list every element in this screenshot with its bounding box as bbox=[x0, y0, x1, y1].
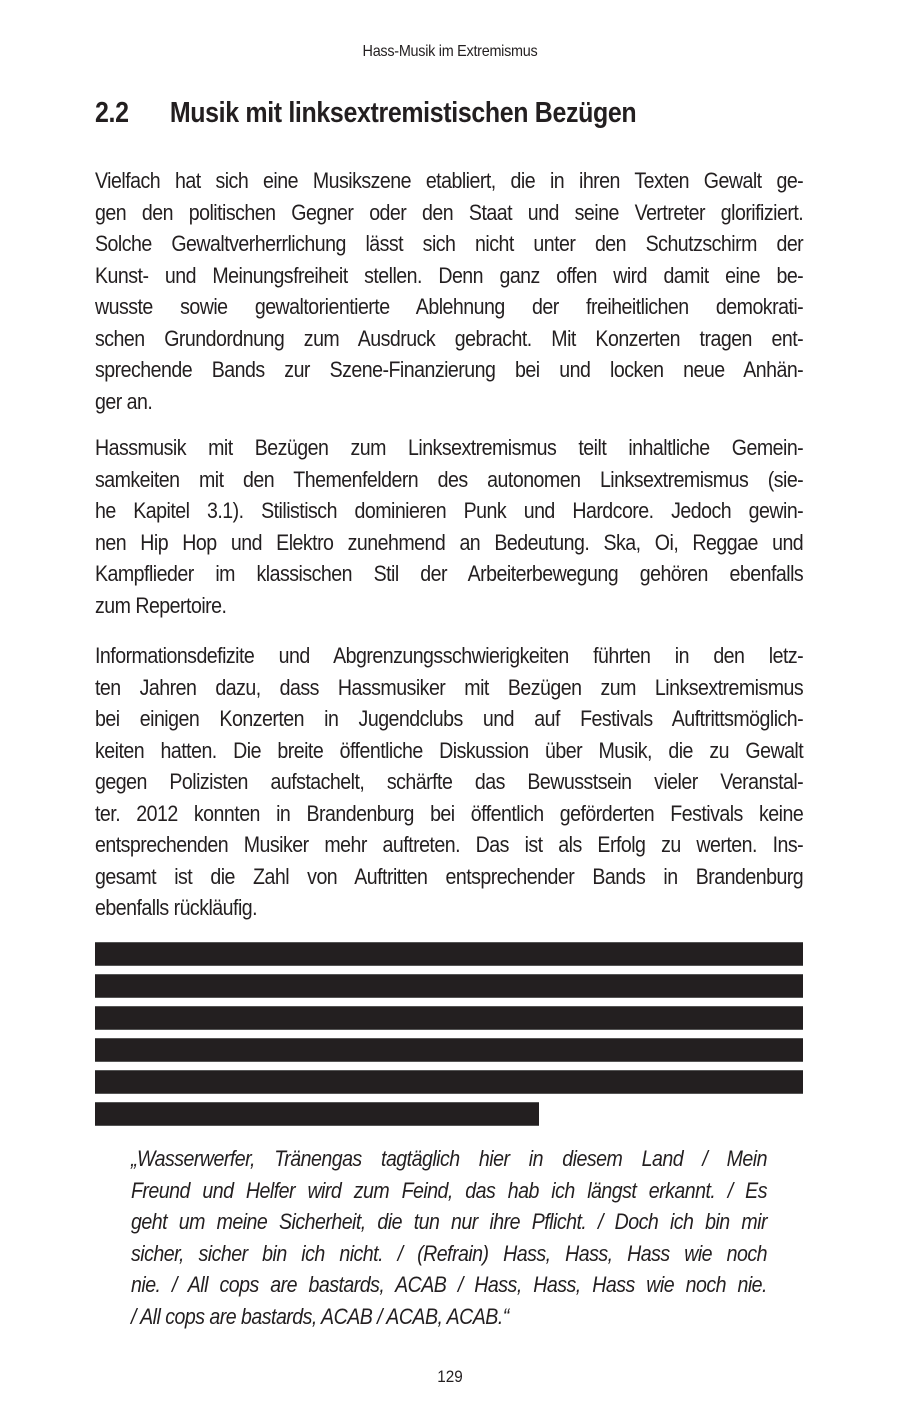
redaction-bar bbox=[95, 1070, 803, 1094]
paragraph-1 bbox=[95, 165, 803, 417]
text-line: entsprechenden Musiker mehr auftreten. Das ist als Erfolg zu werten. Ins- bbox=[95, 832, 804, 857]
text-line: schen Grundordnung zum Ausdruck gebracht. Mit Konzerten tragen ent- bbox=[95, 325, 804, 351]
redaction-bar bbox=[95, 1006, 803, 1030]
redaction-bar bbox=[95, 1102, 539, 1126]
lyrics-quote bbox=[131, 1143, 767, 1332]
running-head: Hass-Musik im Extremismus bbox=[362, 43, 538, 60]
text-line: Informationsdefizite und Abgrenzungsschwierigkeiten führten in den letz- bbox=[95, 643, 804, 668]
text-line: gesamt ist die Zahl von Auftritten entsprechender Bands in Brandenburg bbox=[95, 863, 804, 889]
paragraph-2 bbox=[95, 432, 803, 621]
text-line: Kunst- und Meinungsfreiheit stellen. Denn ganz offen wird damit eine be- bbox=[95, 262, 804, 288]
text-line: gegen Polizisten aufstachelt, schärfte das Bewusstsein vieler Veranstal- bbox=[95, 769, 804, 794]
text-line: ebenfalls rückläufig. bbox=[95, 895, 258, 920]
paragraph-text bbox=[95, 165, 803, 417]
section-title: Musik mit linksextremistischen Bezügen bbox=[169, 97, 637, 129]
text-line: he Kapitel 3.1). Stilistisch dominieren Punk und Hardcore. Jedoch gewin- bbox=[95, 498, 804, 523]
text-line: Freund und Helfer wird zum Feind, das hab ich längst erkannt. / Es bbox=[131, 1177, 767, 1203]
text-line: ger an. bbox=[95, 388, 153, 414]
text-line: sprechende Bands zur Szene-Finanzierung bei und locken neue Anhän- bbox=[95, 357, 804, 382]
text-line: / All cops are bastards, ACAB / ACAB, ACAB.“ bbox=[131, 1303, 509, 1329]
text-line: Solche Gewaltverherrlichung lässt sich nicht unter den Schutzschirm der bbox=[95, 231, 804, 256]
text-line: Hassmusik mit Bezügen zum Linksextremismus teilt inhaltliche Gemein- bbox=[95, 435, 804, 460]
quote-text bbox=[131, 1143, 767, 1332]
paragraph-3 bbox=[95, 640, 803, 924]
text-line: geht um meine Sicherheit, die tun nur ihre Pflicht. / Doch ich bin mir bbox=[131, 1209, 767, 1234]
redaction-bar bbox=[95, 974, 803, 998]
text-line: sicher, sicher bin ich nicht. / (Refrain) Hass, Hass, Hass wie noch bbox=[131, 1240, 767, 1266]
text-line: keiten hatten. Die breite öffentliche Diskussion über Musik, die zu Gewalt bbox=[95, 737, 804, 763]
page-number: 129 bbox=[437, 1367, 463, 1386]
section-heading bbox=[95, 97, 706, 130]
text-line: wusste sowie gewaltorientierte Ablehnung der freiheitlichen demokrati- bbox=[95, 294, 804, 319]
text-line: Vielfach hat sich eine Musikszene etabliert, die in ihren Texten Gewalt ge- bbox=[95, 168, 804, 193]
redaction-bar bbox=[95, 1038, 803, 1062]
text-line: „Wasserwerfer, Tränengas tagtäglich hier in diesem Land / Mein bbox=[131, 1146, 767, 1171]
text-line: ter. 2012 konnten in Brandenburg bei öffentlich geförderten Festivals keine bbox=[95, 800, 804, 826]
text-line: gen den politischen Gegner oder den Staat und seine Vertreter glorifiziert. bbox=[95, 199, 804, 225]
text-line: nen Hip Hop und Elektro zunehmend an Bedeutung. Ska, Oi, Reggae und bbox=[95, 529, 804, 555]
redacted-block bbox=[95, 942, 803, 1134]
text-line: bei einigen Konzerten in Jugendclubs und auf Festivals Auftrittsmöglich- bbox=[95, 706, 804, 731]
text-line: ten Jahren dazu, dass Hassmusiker mit Bezügen zum Linksextremismus bbox=[95, 674, 804, 700]
paragraph-text bbox=[95, 640, 803, 924]
paragraph-text bbox=[95, 432, 803, 621]
text-line: zum Repertoire. bbox=[95, 592, 227, 618]
section-number: 2.2 bbox=[95, 97, 129, 129]
text-line: Kampflieder im klassischen Stil der Arbeiterbewegung gehören ebenfalls bbox=[95, 561, 804, 586]
text-line: nie. / All cops are bastards, ACAB / Hass, Hass, Hass wie noch nie. bbox=[131, 1272, 767, 1297]
text-line: samkeiten mit den Themenfeldern des autonomen Linksextremismus (sie- bbox=[95, 466, 804, 492]
redaction-bar bbox=[95, 942, 803, 966]
